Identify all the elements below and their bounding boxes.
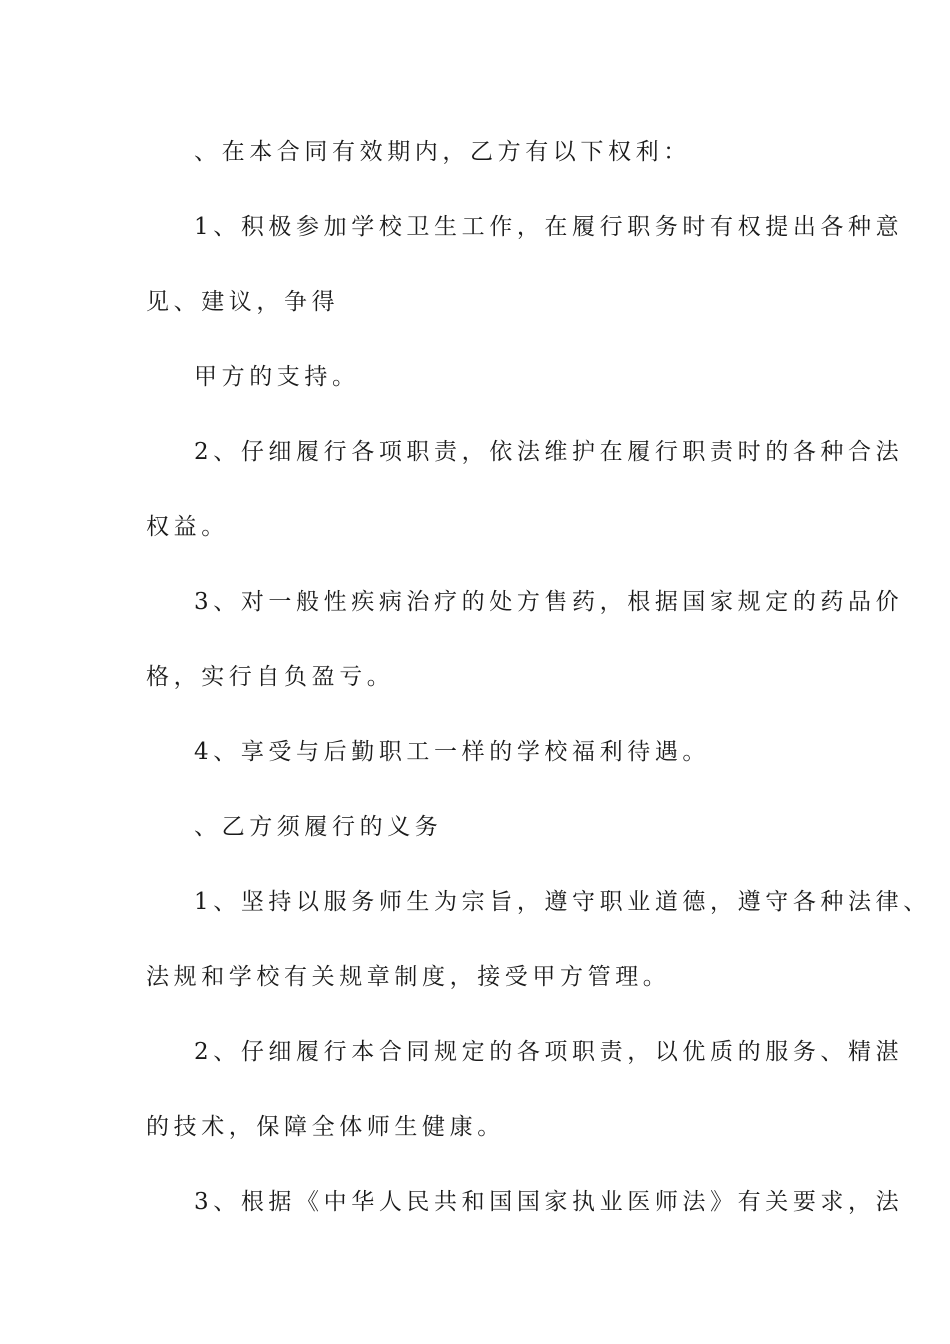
section-heading-rights: 、在本合同有效期内，乙方有以下权利： bbox=[194, 139, 691, 165]
paragraph-line: 格，实行自负盈亏。 bbox=[146, 664, 395, 690]
paragraph-line: 3、对一般性疾病治疗的处方售药，根据国家规定的药品价 bbox=[194, 589, 904, 615]
paragraph-line: 2、仔细履行各项职责，依法维护在履行职责时的各种合法 bbox=[194, 439, 904, 465]
paragraph-line: 法规和学校有关规章制度，接受甲方管理。 bbox=[146, 964, 671, 990]
paragraph-line: 4、享受与后勤职工一样的学校福利待遇。 bbox=[194, 739, 711, 765]
paragraph-line: 权益。 bbox=[146, 514, 229, 540]
paragraph-line: 3、根据《中华人民共和国国家执业医师法》有关要求，法 bbox=[194, 1189, 904, 1215]
paragraph-line: 见、建议，争得 bbox=[146, 289, 340, 315]
paragraph-line: 2、仔细履行本合同规定的各项职责，以优质的服务、精湛 bbox=[194, 1039, 904, 1065]
paragraph-line: 1、坚持以服务师生为宗旨，遵守职业道德，遵守各种法律、 bbox=[194, 889, 931, 915]
paragraph-line: 甲方的支持。 bbox=[194, 364, 360, 390]
paragraph-line: 的技术，保障全体师生健康。 bbox=[146, 1114, 505, 1140]
section-heading-obligations: 、乙方须履行的义务 bbox=[194, 814, 443, 840]
paragraph-line: 1、积极参加学校卫生工作，在履行职务时有权提出各种意 bbox=[194, 214, 904, 240]
